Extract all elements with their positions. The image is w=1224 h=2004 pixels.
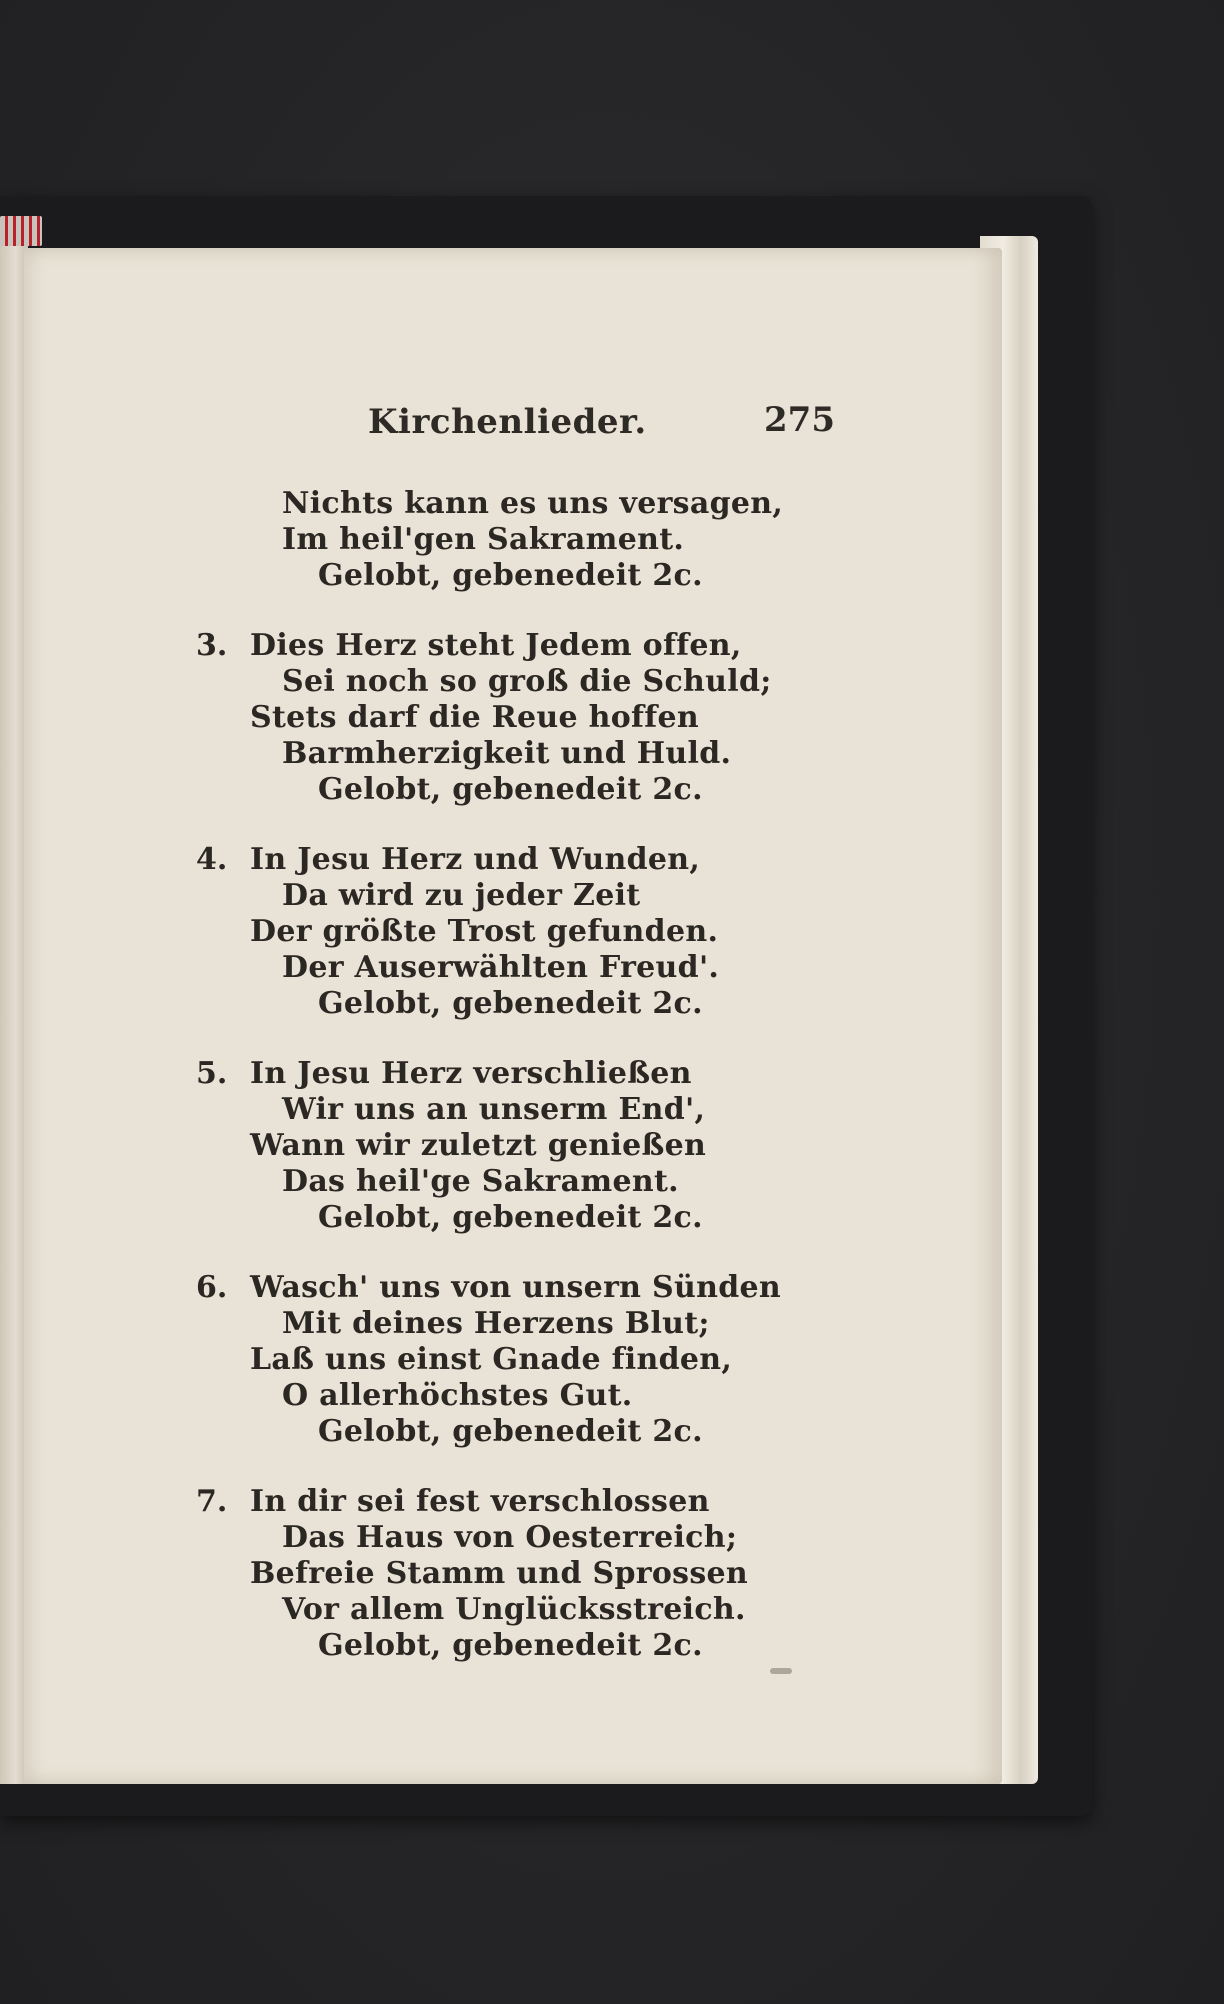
verse-number: 3. [196, 628, 228, 663]
verse-line: Im heil'gen Sakrament. [282, 522, 685, 557]
verse-line: Wir uns an unserm End', [282, 1092, 706, 1127]
page-number: 275 [764, 400, 835, 440]
verse-line: Da wird zu jeder Zeit [282, 878, 641, 913]
verse-number: 5. [196, 1056, 228, 1091]
verse-number: 7. [196, 1484, 228, 1519]
verse-refrain: Gelobt, gebenedeit 2c. [318, 1628, 703, 1663]
verse-refrain: Gelobt, gebenedeit 2c. [318, 558, 703, 593]
verse-refrain: Gelobt, gebenedeit 2c. [318, 772, 703, 807]
verse-line: In Jesu Herz verschließen [250, 1056, 692, 1091]
verse-refrain: Gelobt, gebenedeit 2c. [318, 1414, 703, 1449]
verse-line: Stets darf die Reue hoffen [250, 700, 699, 735]
verse-line: In dir sei fest verschlossen [250, 1484, 710, 1519]
bookmark-ribbon [0, 216, 42, 246]
verse-number: 4. [196, 842, 228, 877]
verse-refrain: Gelobt, gebenedeit 2c. [318, 1200, 703, 1235]
verse-line: Nichts kann es uns versagen, [282, 486, 784, 521]
running-head: Kirchenlieder. [368, 402, 647, 442]
verse-line: In Jesu Herz und Wunden, [250, 842, 701, 877]
verse-line: Vor allem Unglücksstreich. [282, 1592, 746, 1627]
verse-line: Mit deines Herzens Blut; [282, 1306, 710, 1341]
verse-line: Der Auserwählten Freud'. [282, 950, 720, 985]
verse-line: Wasch' uns von unsern Sünden [250, 1270, 781, 1305]
verse-line: Laß uns einst Gnade finden, [250, 1342, 733, 1377]
ink-smudge [770, 1668, 792, 1674]
verse-line: Das heil'ge Sakrament. [282, 1164, 679, 1199]
verse-line: O allerhöchstes Gut. [282, 1378, 633, 1413]
verse-line: Das Haus von Oesterreich; [282, 1520, 738, 1555]
verse-line: Befreie Stamm und Sprossen [250, 1556, 749, 1591]
verse-line: Der größte Trost gefunden. [250, 914, 719, 949]
verse-line: Barmherzigkeit und Huld. [282, 736, 732, 771]
verse-number: 6. [196, 1270, 228, 1305]
verse-refrain: Gelobt, gebenedeit 2c. [318, 986, 703, 1021]
verse-line: Wann wir zuletzt genießen [250, 1128, 707, 1163]
verse-line: Sei noch so groß die Schuld; [282, 664, 772, 699]
verse-line: Dies Herz steht Jedem offen, [250, 628, 742, 663]
